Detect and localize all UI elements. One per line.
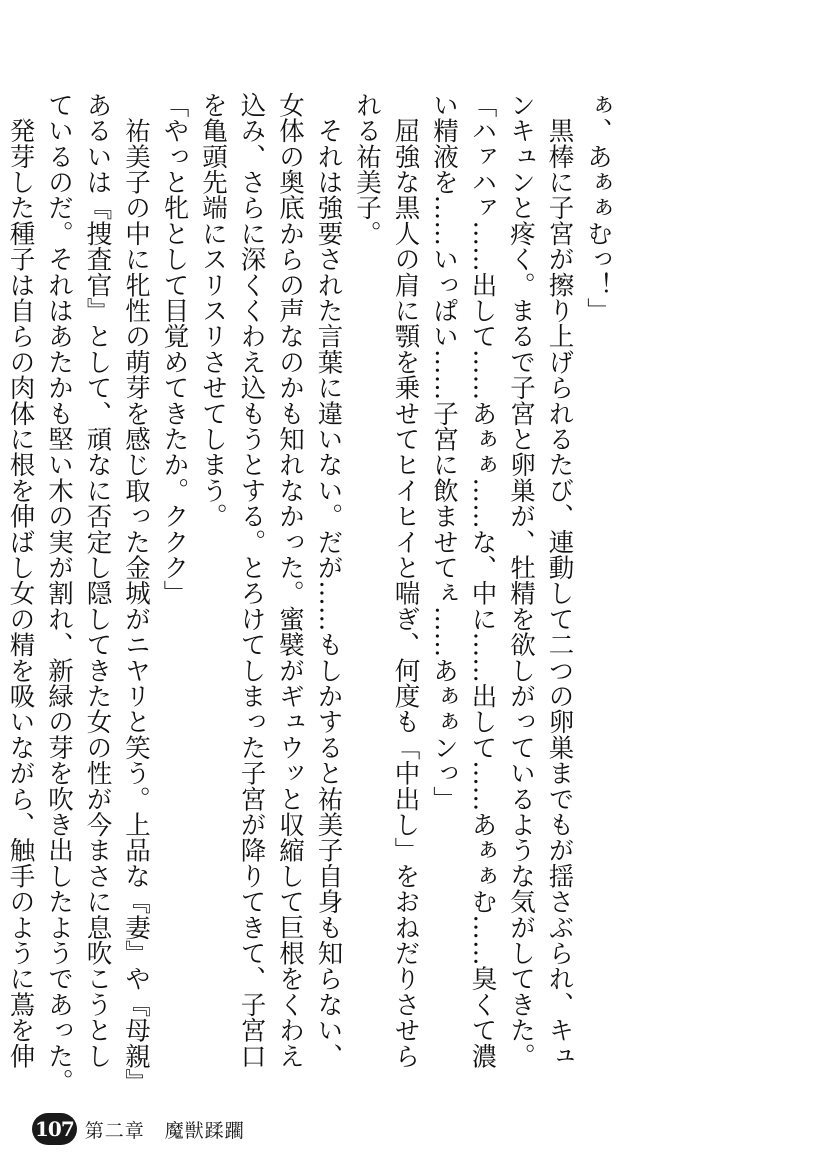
text-line: 「ハァハァ……出して……あぁぁ……な、中に……出して……あぁぁむ……臭くて濃 bbox=[467, 92, 498, 1069]
text-line: い精液を……いっぱい……子宮に飲ませてぇ……あぁぁンっ」 bbox=[429, 92, 459, 812]
text-line: それは強要された言葉に違いない。だが……もしかすると祐美子自身も知らない、 bbox=[313, 92, 344, 1069]
text-line: 込み、さらに深くくわえ込もうとする。とろけてしまった子宮が降りてきて、子宮口 bbox=[236, 92, 267, 1069]
text-line: れる祐美子。 bbox=[352, 92, 382, 247]
text-line: ぁ、あぁぁむっ！」 bbox=[583, 92, 613, 324]
text-line: 女体の奥底からの声なのかも知れなかった。蜜襞がギュウッと収縮して巨根をくわえ bbox=[275, 92, 305, 1069]
text-line: あるいは『捜査官』として、頑なに否定し隠してきた女の性が今まさに息吹こうとし bbox=[82, 92, 113, 1069]
text-line: 黒棒に子宮が擦り上げられるたび、連動して二つの卵巣までもが揺さぶられ、キュ bbox=[544, 92, 575, 1069]
text-line: 祐美子の中に牝性の萌芽を感じ取った金城がニヤリと笑う。上品な『妻』や『母親』 bbox=[121, 92, 151, 1095]
text-line: ているのだ。それはあたかも堅い木の実が割れ、新緑の芽を吹き出したようであった。 bbox=[44, 92, 74, 1095]
text-line: 「やっと牝として目覚めてきたか。ククク」 bbox=[159, 92, 190, 606]
page-number-badge: 107 bbox=[32, 1113, 77, 1145]
page-footer bbox=[32, 1112, 245, 1146]
text-line: 屈強な黒人の肩に顎を乗せてヒイヒイと喘ぎ、何度も「中出し」をおねだりさせら bbox=[390, 92, 421, 1069]
text-line: ンキュンと疼く。まるで子宮と卵巣が、牡精を欲しがっているような気がしてきた。 bbox=[506, 92, 536, 1069]
text-line: 発芽した種子は自らの肉体に根を伸ばし女の精を吸いながら、触手のように蔦を伸 bbox=[5, 92, 36, 1069]
chapter-title: 第二章 魔獣蹂躙 bbox=[84, 1119, 245, 1142]
text-line: を亀頭先端にスリスリさせてしまう。 bbox=[198, 92, 228, 529]
vertical-text-body bbox=[0, 92, 617, 1095]
